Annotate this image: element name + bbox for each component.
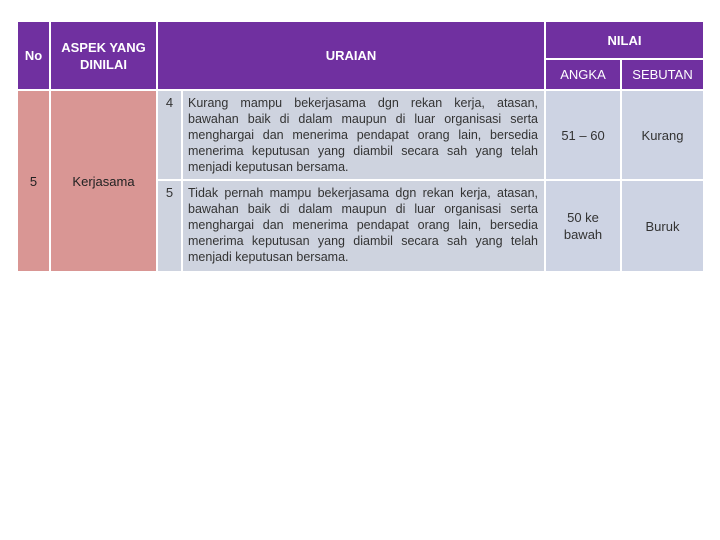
header-angka [546, 60, 620, 89]
angka-2: 50 ke bawah [563, 210, 603, 242]
header-no [18, 22, 49, 89]
angka-cell-1 [546, 91, 620, 179]
header-nilai [546, 22, 703, 58]
sebutan-cell-1 [622, 91, 703, 179]
uraian-score-1: 4 [165, 95, 174, 110]
header-uraian-label: URAIAN [325, 48, 377, 63]
uraian-score-cell-1 [158, 91, 181, 179]
angka-1: 51 – 60 [561, 127, 605, 143]
row-no: 5 [29, 173, 38, 189]
uraian-score-cell-2 [158, 181, 181, 271]
uraian-text-2: Tidak pernah mampu bekerjasama dgn rekan kerja, atasan, bawahan baik di dalam maupun di luar organisasi serta menghargai dan menerima pendapat orang lain, bersedia menerima keputusan yang diambil secara sah yang telah menjadi keputusan bersama. [188, 186, 538, 264]
uraian-score-2: 5 [165, 185, 174, 200]
header-aspek-label: ASPEK YANG DINILAI [61, 39, 146, 72]
angka-cell-2 [546, 181, 620, 271]
uraian-text-cell-1 [183, 91, 544, 179]
row-aspek: Kerjasama [72, 173, 135, 189]
sebutan-2: Buruk [645, 218, 680, 234]
row-no-cell [18, 91, 49, 271]
header-aspek [51, 22, 156, 89]
sebutan-1: Kurang [641, 127, 684, 143]
header-sebutan [622, 60, 703, 89]
header-nilai-label: NILAI [607, 32, 642, 48]
header-angka-label: ANGKA [560, 67, 606, 82]
uraian-text-cell-2 [183, 181, 544, 271]
header-uraian [158, 22, 544, 89]
header-no-label: No [24, 48, 43, 63]
row-aspek-cell [51, 91, 156, 271]
uraian-text-1: Kurang mampu bekerjasama dgn rekan kerja, atasan, bawahan baik di dalam maupun di luar organisasi serta menghargai dan menerima pendapat orang lain, bersedia menerima keputusan yang diambil secara sah yang telah menjadi keputusan bersama. [188, 96, 538, 174]
sebutan-cell-2 [622, 181, 703, 271]
header-sebutan-label: SEBUTAN [632, 67, 693, 82]
